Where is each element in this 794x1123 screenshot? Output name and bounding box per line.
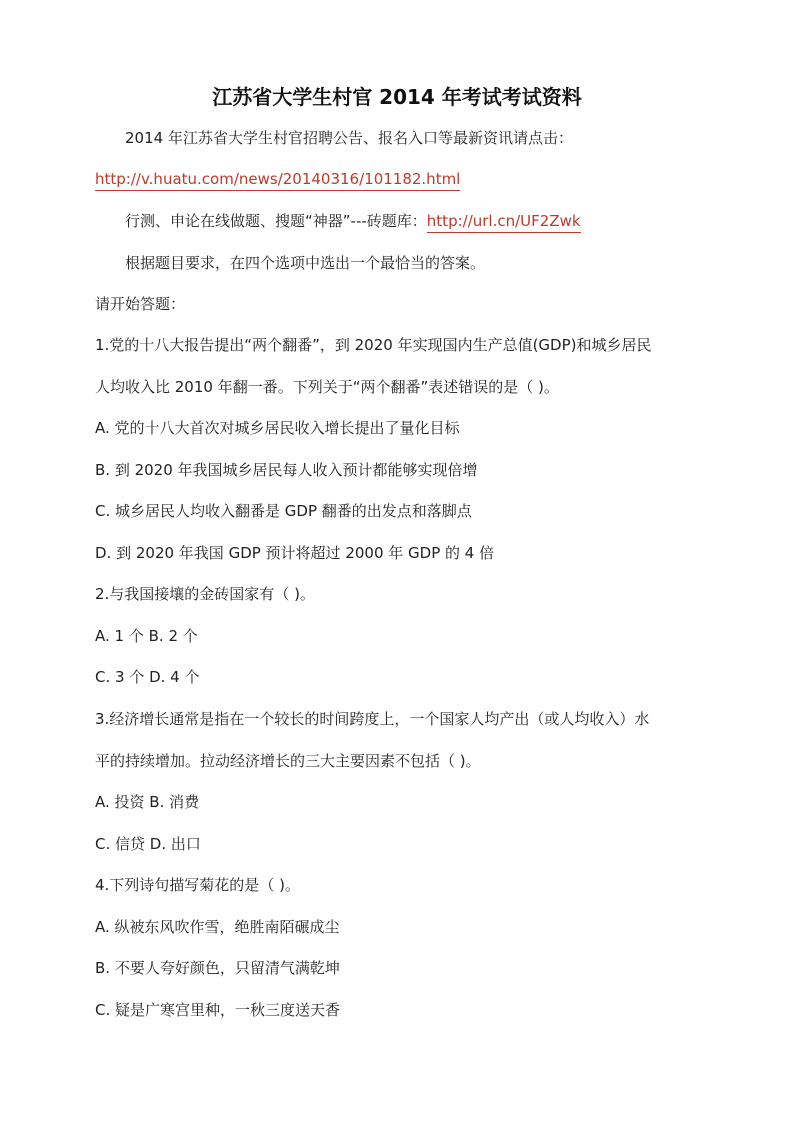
question-2-options-cd: C. 3 个 D. 4 个 — [95, 668, 200, 686]
question-1-stem-line-1: 1.党的十八大报告提出“两个翻番”，到 2020 年实现国内生产总值(GDP)和城乡居民 — [95, 336, 652, 354]
question-1-option-b: B. 到 2020 年我国城乡居民每人收入预计都能够实现倍增 — [95, 461, 478, 479]
announcement-link[interactable]: http://v.huatu.com/news/20140316/101182.html — [95, 170, 460, 191]
practice-line — [125, 210, 581, 232]
start-text: 请开始答题： — [95, 295, 186, 313]
practice-link[interactable]: http://url.cn/UF2Zwk — [427, 212, 581, 233]
instruction-text: 根据题目要求，在四个选项中选出一个最恰当的答案。 — [125, 254, 486, 272]
document-title: 江苏省大学生村官 2014 年考试考试资料 — [212, 85, 582, 109]
question-2-options-ab: A. 1 个 B. 2 个 — [95, 627, 198, 645]
question-1-option-a: A. 党的十八大首次对城乡居民收入增长提出了量化目标 — [95, 419, 460, 437]
practice-prefix: 行测、申论在线做题、搜题“神器”---砖题库： — [125, 212, 427, 230]
question-3-options-cd: C. 信贷 D. 出口 — [95, 835, 201, 853]
question-4-option-c: C. 疑是广寒宫里种，一秋三度送天香 — [95, 1001, 341, 1019]
announcement-text: 2014 年江苏省大学生村官招聘公告、报名入口等最新资讯请点击： — [125, 129, 573, 147]
question-4-option-a: A. 纵被东风吹作雪，绝胜南陌碾成尘 — [95, 918, 340, 936]
question-3-options-ab: A. 投资 B. 消费 — [95, 793, 200, 811]
question-3-stem-line-1: 3.经济增长通常是指在一个较长的时间跨度上，一个国家人均产出（或人均收入）水 — [95, 710, 650, 728]
question-4-stem: 4.下列诗句描写菊花的是（ )。 — [95, 876, 300, 894]
question-1-stem-line-2: 人均收入比 2010 年翻一番。下列关于“两个翻番”表述错误的是（ )。 — [95, 378, 559, 396]
announcement-link-line — [95, 168, 460, 190]
question-2-stem: 2.与我国接壤的金砖国家有（ )。 — [95, 585, 315, 603]
question-1-option-d: D. 到 2020 年我国 GDP 预计将超过 2000 年 GDP 的 4 倍 — [95, 544, 495, 562]
question-1-option-c: C. 城乡居民人均收入翻番是 GDP 翻番的出发点和落脚点 — [95, 502, 472, 520]
question-3-stem-line-2: 平的持续增加。拉动经济增长的三大主要因素不包括（ )。 — [95, 752, 481, 770]
question-4-option-b: B. 不要人夸好颜色，只留清气满乾坤 — [95, 959, 340, 977]
